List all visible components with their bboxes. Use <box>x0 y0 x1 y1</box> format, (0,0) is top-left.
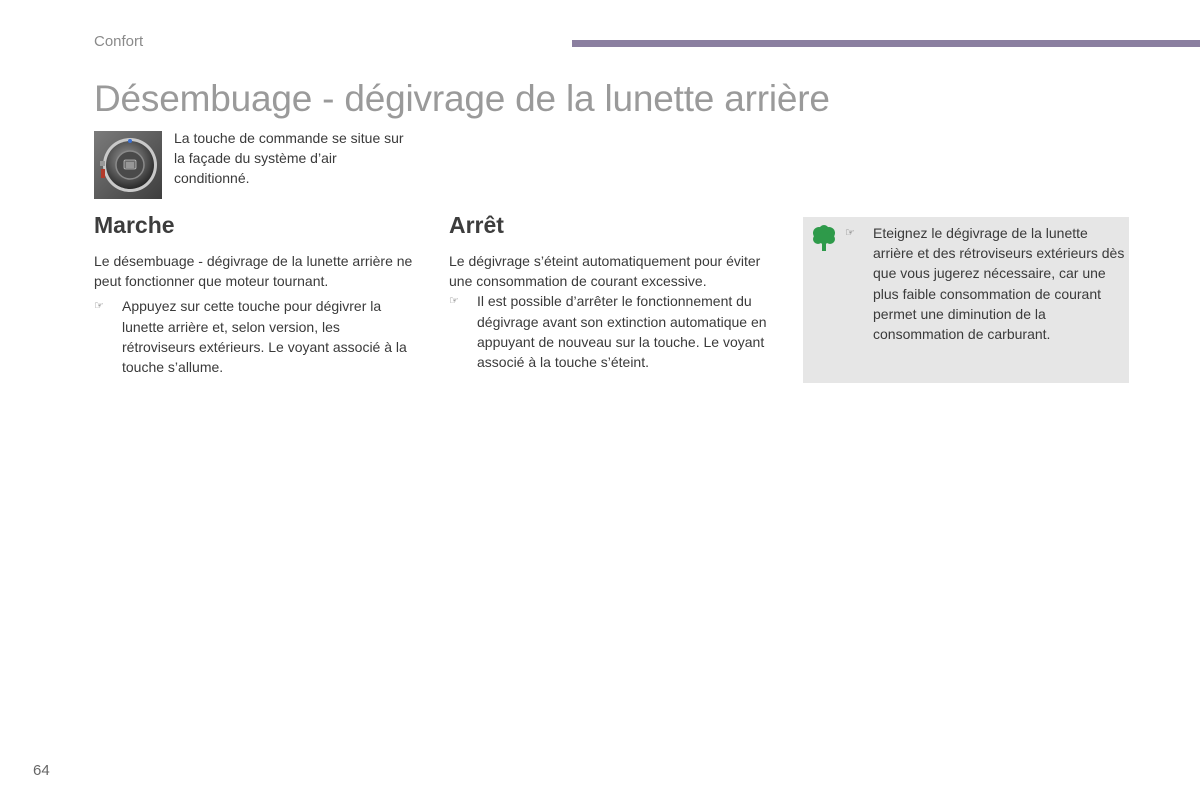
marche-paragraph: Le désembuage - dégivrage de la lunette arrière ne peut fonctionner que moteur tournant. <box>94 253 413 290</box>
marche-section <box>94 208 414 377</box>
tree-icon <box>812 225 836 251</box>
arret-heading: Arrêt <box>449 212 504 238</box>
eco-tip-box <box>803 217 1129 383</box>
eco-tip-text: Eteignez le dégivrage de la lunette arrière et des rétroviseurs extérieurs dès que vous jugerez nécessaire, car une plus faible consommation de courant permet une diminution de la consommation de carburant. <box>873 225 1125 343</box>
marche-bullet <box>94 296 414 377</box>
arret-paragraph: Le dégivrage s’éteint automatiquement pour éviter une consommation de courant excessive. <box>449 253 761 290</box>
arret-section <box>449 208 784 372</box>
pointing-hand-icon: ☞ <box>449 295 459 308</box>
header-bar <box>572 40 1200 47</box>
eco-tip-bullet <box>845 223 1125 344</box>
marche-heading: Marche <box>94 212 175 238</box>
page-number: 64 <box>33 762 50 779</box>
arret-bullet-text: Il est possible d’arrêter le fonctionnement du dégivrage avant son extinction automatique en appuyant de nouveau sur la touche. Le voyant associé à la touche s’éteint. <box>477 293 767 371</box>
arret-bullet <box>449 291 784 372</box>
section-label: Confort <box>94 33 144 50</box>
pointing-hand-icon: ☞ <box>94 300 104 313</box>
intro-text: La touche de commande se situe sur la façade du système d’air conditionné. <box>174 130 404 187</box>
pointing-hand-icon: ☞ <box>845 227 855 239</box>
page-title: Désembuage - dégivrage de la lunette arrière <box>94 78 830 119</box>
marche-bullet-text: Appuyez sur cette touche pour dégivrer la lunette arrière et, selon version, les rétroviseurs extérieurs. Le voyant associé à la touche s’allume. <box>122 298 407 376</box>
hvac-control-knob-photo <box>94 131 162 199</box>
